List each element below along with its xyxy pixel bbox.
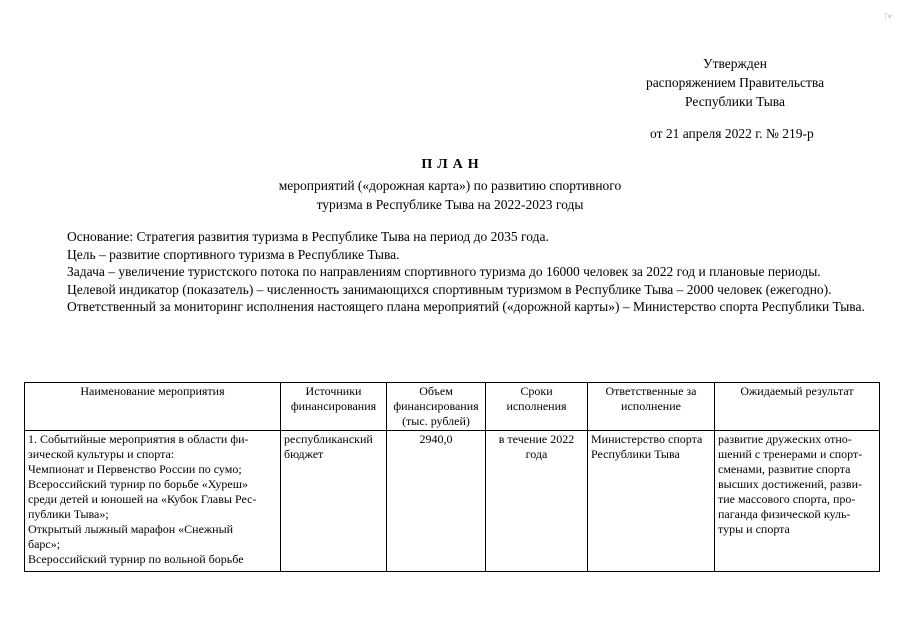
responsible-paragraph: Ответственный за мониторинг исполнения настоящего плана мероприятий («дорожной карты») – Министерство спорта Республики Тыва. [67,299,865,314]
name-line: Открытый лыжный марафон «Снежный [28,522,234,536]
approval-line-2: распоряжением Правительства [645,75,825,90]
result-line: шений с тренерами и спорт- [718,447,863,461]
table-row [25,431,880,572]
header-responsible: Ответственные за исполнение [588,383,715,431]
indicator-paragraph: Целевой индикатор (показатель) – численность занимающихся спортивным туризмом в Республике Тыва – 2000 человек (ежегодно). [67,281,832,297]
approval-line-1: Утвержден [703,56,767,71]
plan-subtitle [200,176,700,214]
approval-line-3: Республики Тыва [685,94,785,109]
plan-title: ПЛАН [421,157,484,172]
name-line: публики Тыва»; [28,507,109,521]
corner-mark: ☞ [884,11,895,23]
subtitle-line-1: мероприятий («дорожная карта») по развитию спортивного [278,178,622,193]
header-term: Сроки исполнения [486,383,588,431]
subtitle-line-2: туризма в Республике Тыва на 2022-2023 годы [316,197,584,212]
name-line: 1. Событийные мероприятия в области фи- [28,432,249,446]
header-name: Наименование мероприятия [25,383,281,431]
cell-amount: 2940,0 [387,431,486,572]
header-result: Ожидаемый результат [715,383,880,431]
cell-result [715,431,880,572]
cell-term: в течение 2022 года [486,431,588,572]
header-source: Источники финансирования [281,383,387,431]
result-line: паганда физической куль- [718,507,851,521]
approval-block [620,54,850,111]
result-line: сменами, развитие спорта [718,462,851,476]
plan-table [24,382,880,572]
table-header-row [25,383,880,431]
name-line: Всероссийский турнир по вольной борьбе [28,552,244,566]
result-line: развитие дружеских отно- [718,432,852,446]
header-amount: Объем финансирования (тыс. рублей) [387,383,486,431]
name-line: Всероссийский турнир по борьбе «Хуреш» [28,477,248,491]
result-line: туры и спорта [718,522,790,536]
name-line: Чемпионат и Первенство России по сумо; [28,462,242,476]
name-line: среди детей и юношей на «Кубок Главы Рес- [28,492,257,506]
name-line: зической культуры и спорта: [28,447,175,461]
cell-responsible: Министерство спорта Республики Тыва [588,431,715,572]
result-line: высших достижений, разви- [718,477,862,491]
plan-body [33,228,873,316]
name-line: барс»; [28,537,61,551]
basis-paragraph: Основание: Стратегия развития туризма в Республике Тыва на период до 2035 года. [67,229,549,244]
goal-paragraph: Цель – развитие спортивного туризма в Республике Тыва. [67,246,400,262]
cell-source: республиканский бюджет [281,431,387,572]
result-line: тие массового спорта, про- [718,492,856,506]
task-paragraph: Задача – увеличение туристского потока по направлениям спортивного туризма до 16000 человек за 2022 год и плановые периоды. [67,264,821,279]
approval-date: от 21 апреля 2022 г. № 219-р [650,126,814,141]
cell-name [25,431,281,572]
